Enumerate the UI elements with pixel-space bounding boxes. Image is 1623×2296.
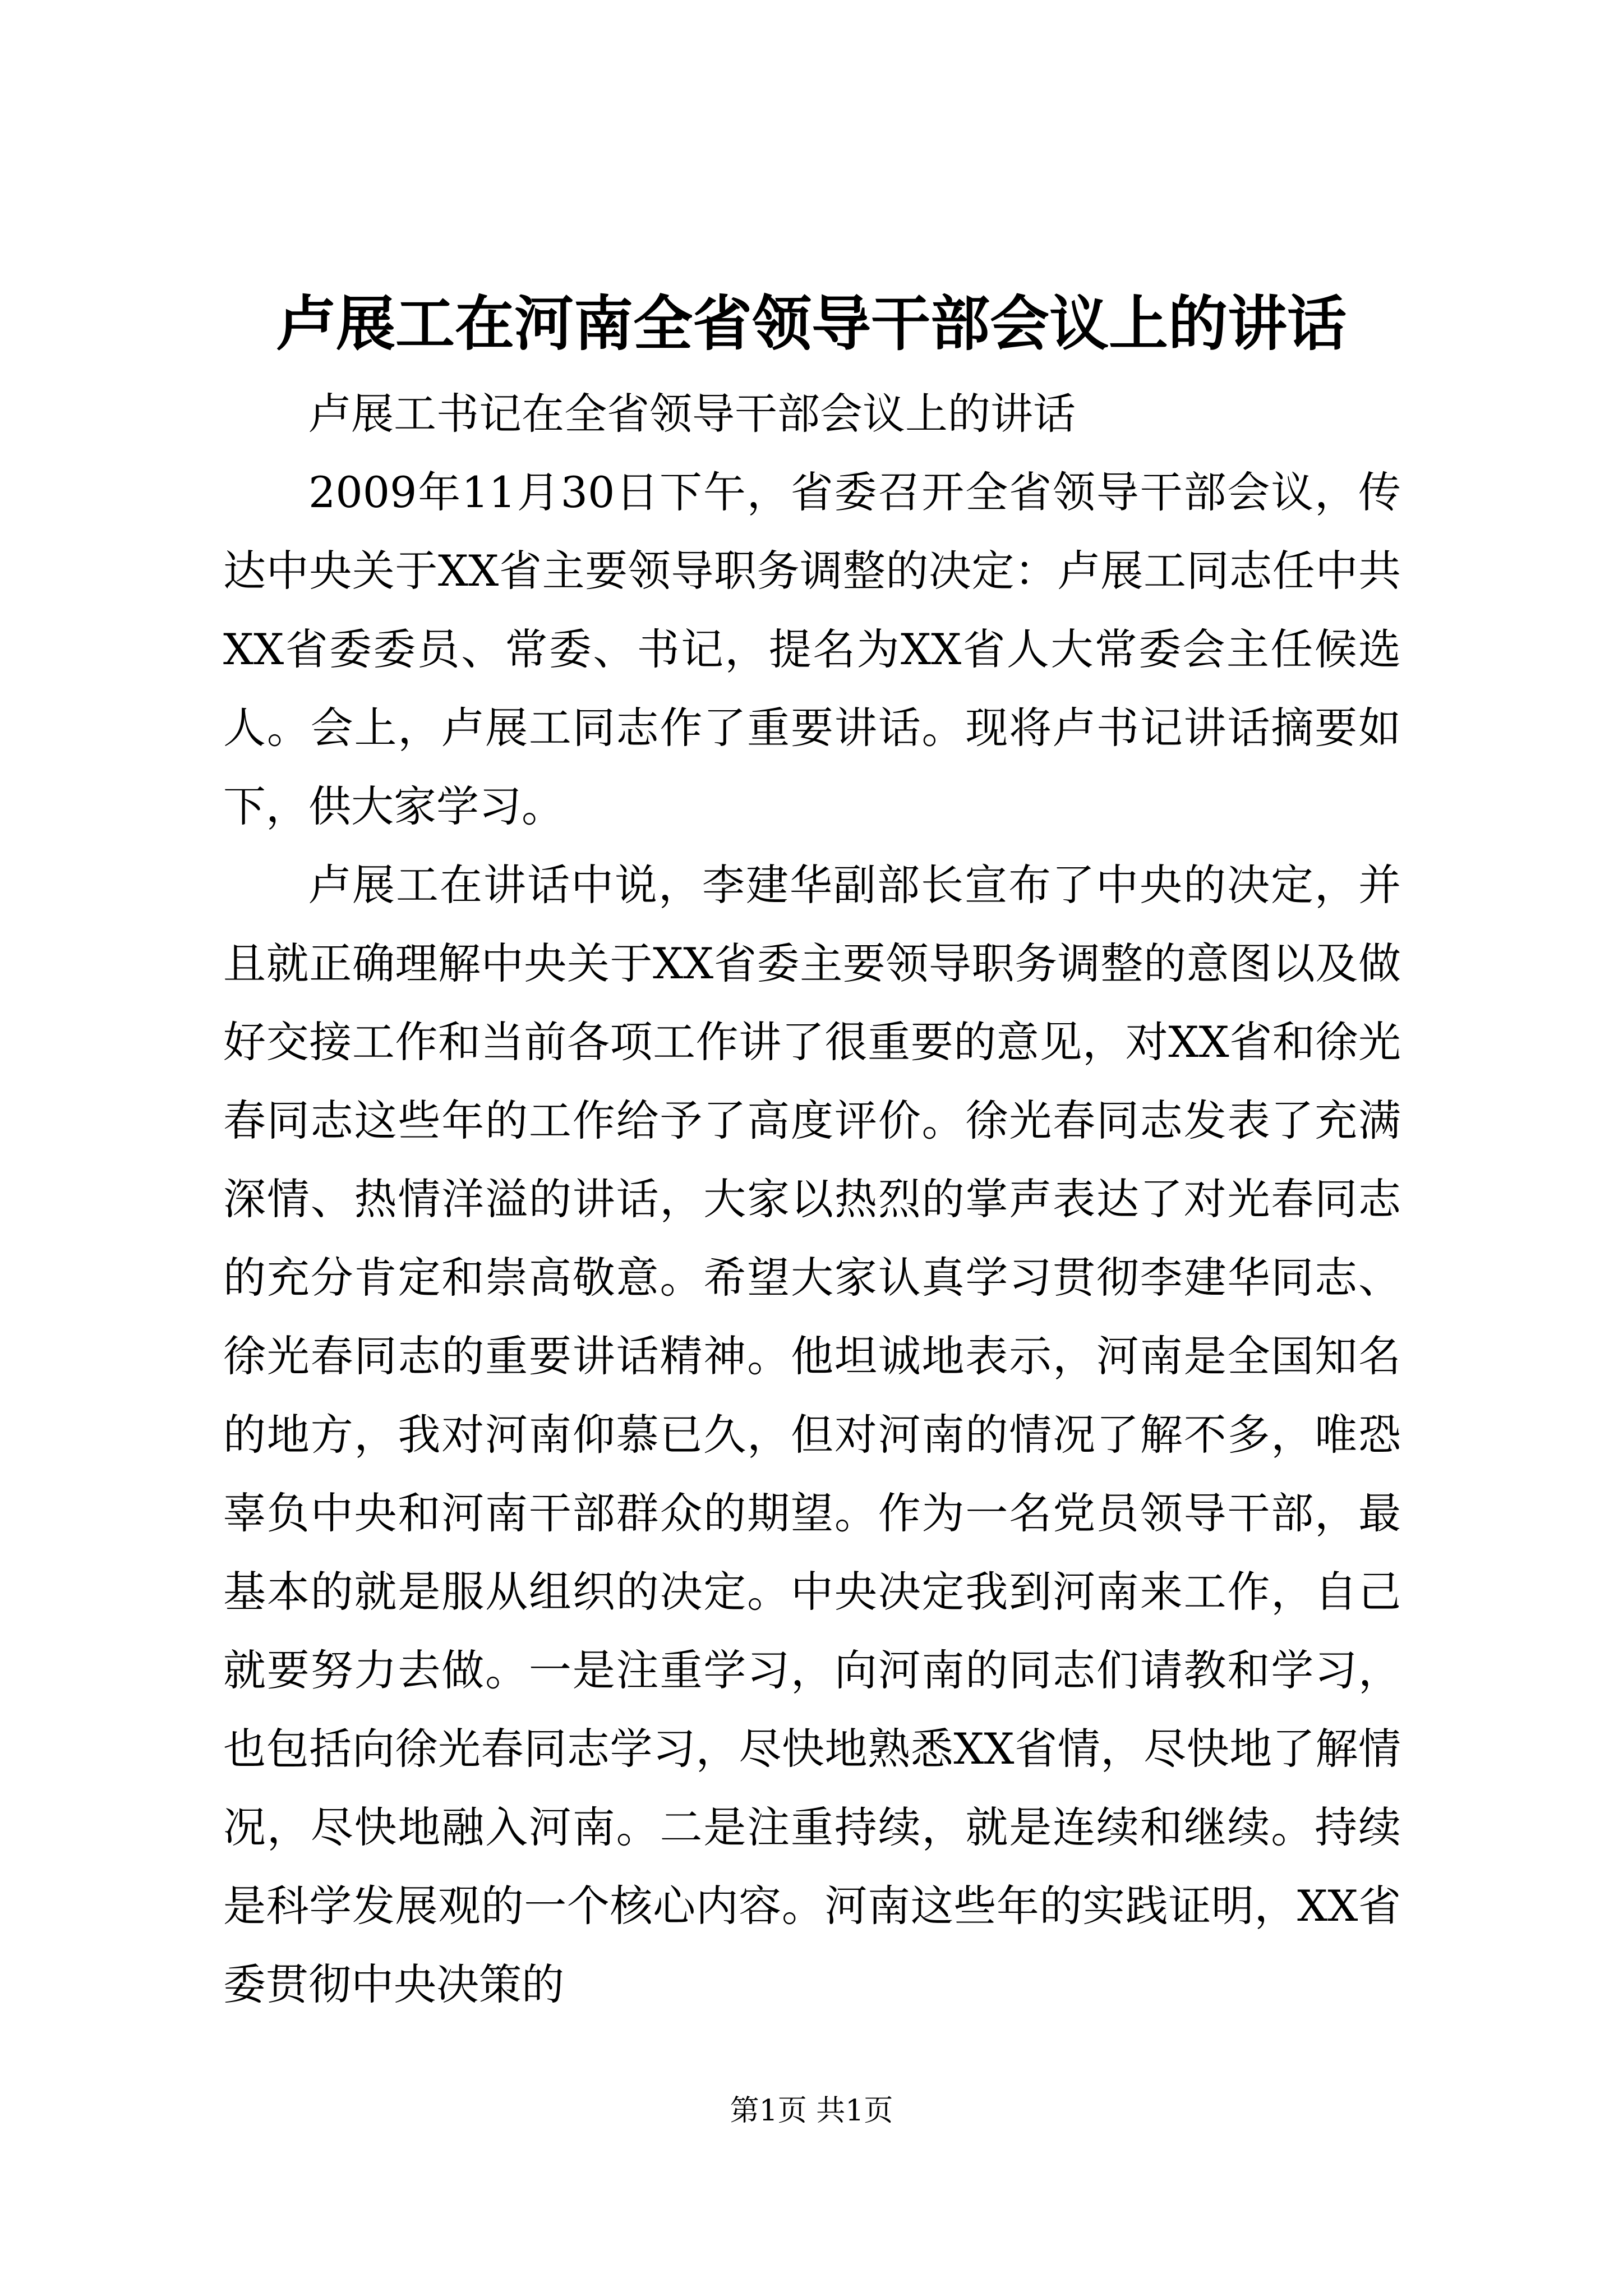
document-title: 卢展工在河南全省领导干部会议上的讲话 <box>276 289 1347 358</box>
speech-paragraph: 卢展工在讲话中说，李建华副部长宣布了中央的决定，并且就正确理解中央关于XX省委主要领导职务调整的意图以及做好交接工作和当前各项工作讲了很重要的意见，对XX省和徐光春同志这些年的工作给予了高度评价。徐光春同志发表了充满深情、热情洋溢的讲话，大家以热烈的掌声表达了对光春同志的充分肯定和崇高敬意。希望大家认真学习贯彻李建华同志、徐光春同志的重要讲话精神。他坦诚地表示，河南是全国知名的地方，我对河南仰慕已久，但对河南的情况了解不多，唯恐辜负中央和河南干部群众的期望。作为一名党员领导干部，最基本的就是服从组织的决定。中央决定我到河南来工作，自己就要努力去做。一是注重学习，向河南的同志们请教和学习，也包括向徐光春同志学习，尽快地熟悉XX省情，尽快地了解情况，尽快地融入河南。二是注重持续，就是连续和继续。持续是科学发展观的一个核心内容。河南这些年的实践证明，XX省委贯彻中央决策的 <box>223 860 1401 2009</box>
intro-paragraph: 2009年11月30日下午，省委召开全省领导干部会议，传达中央关于XX省主要领导职务调整的决定：卢展工同志任中共XX省委委员、常委、书记，提名为XX省人大常委会主任候选人。会上，卢展工同志作了重要讲话。现将卢书记讲话摘要如下，供大家学习。 <box>223 467 1401 831</box>
page-footer: 第1页 共1页 <box>730 2094 893 2128</box>
document-body <box>223 375 1401 2024</box>
subtitle-paragraph: 卢展工书记在全省领导干部会议上的讲话 <box>308 389 1076 439</box>
